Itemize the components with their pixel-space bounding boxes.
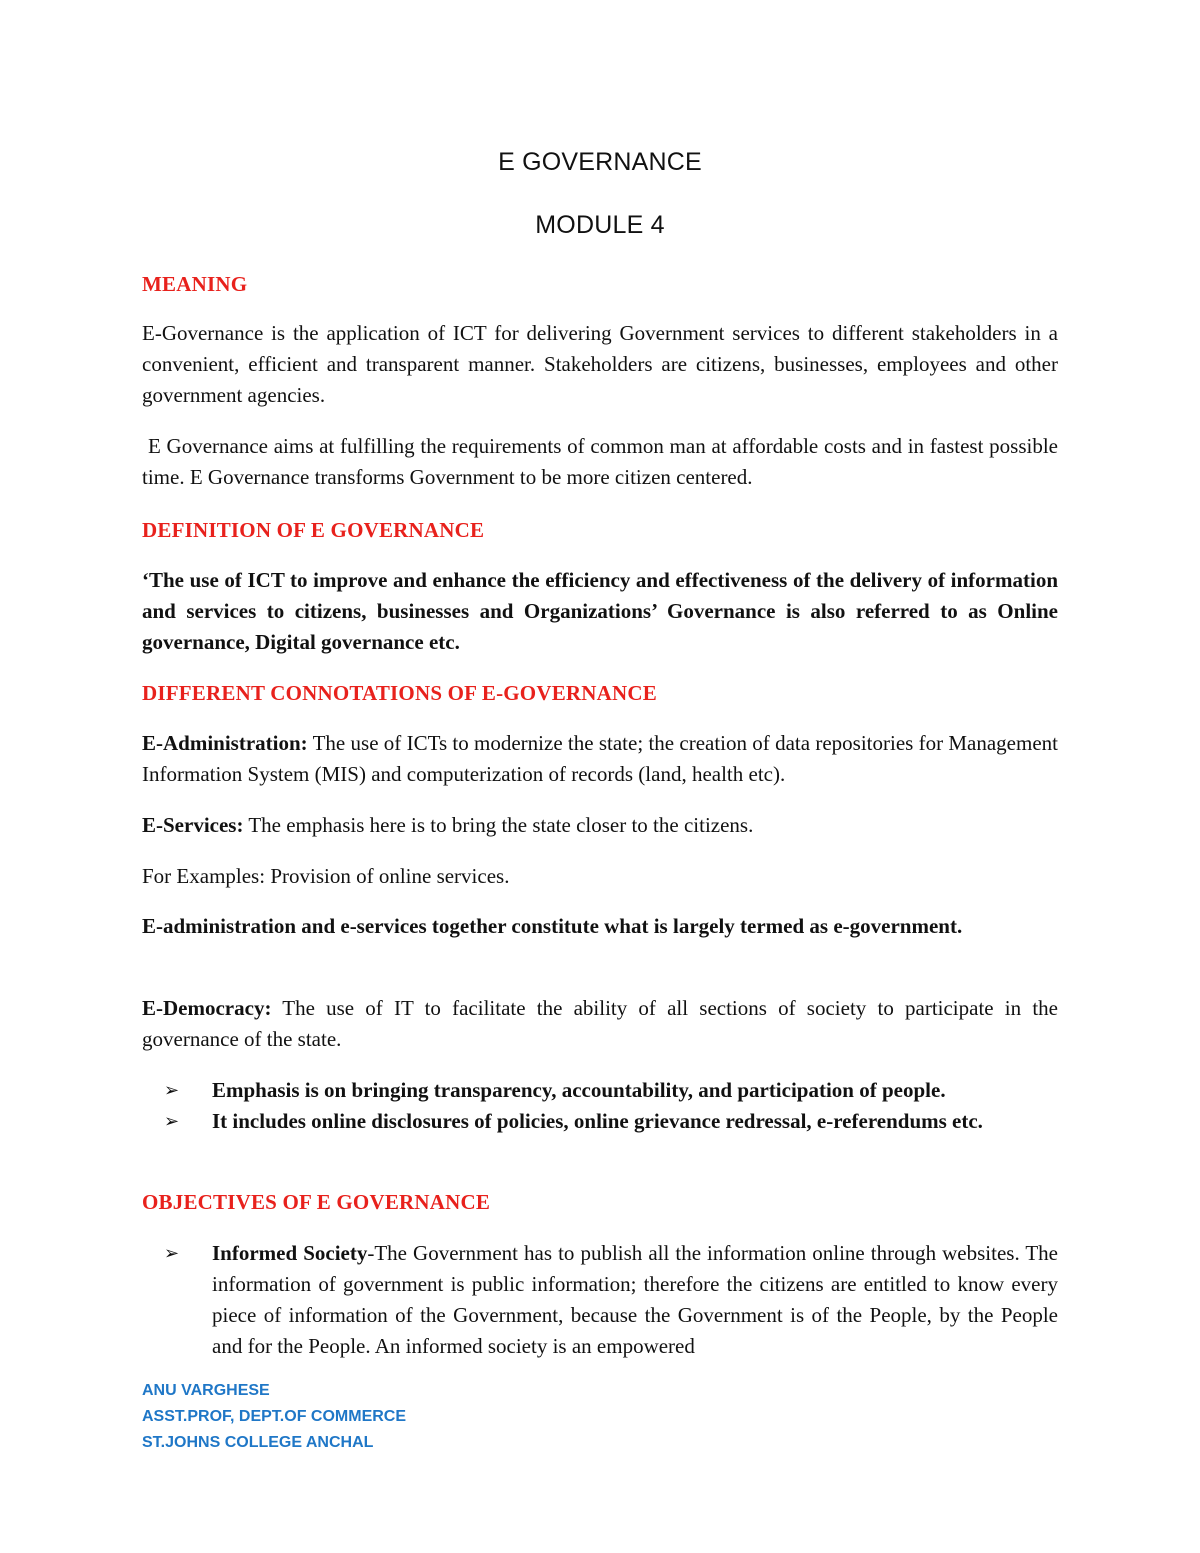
bullet-item [142, 1106, 1058, 1137]
informed-society-text [212, 1238, 1058, 1362]
footer-position: ASST.PROF, DEPT.OF COMMERCE [142, 1408, 407, 1425]
footer-name: ANU VARGHESE [142, 1382, 270, 1399]
objectives-heading: OBJECTIVES OF E GOVERNANCE [142, 1190, 491, 1214]
e-services-label: E-Services: [142, 813, 244, 837]
arrow-bullet-icon: ➢ [164, 1080, 180, 1101]
e-democracy-text: The use of IT to facilitate the ability of all sections of society to participate in the governance of the state. [142, 996, 1058, 1051]
e-administration-label: E-Administration: [142, 731, 308, 755]
examples-paragraph: For Examples: Provision of online services. [142, 864, 510, 888]
e-administration-paragraph [142, 728, 1058, 790]
bullet-text: It includes online disclosures of policies, online grievance redressal, e-referendums etc. [212, 1109, 983, 1133]
e-services-text: The emphasis here is to bring the state closer to the citizens. [243, 813, 754, 837]
meaning-paragraph-2: E Governance aims at fulfilling the requirements of common man at affordable costs and in fastest possible time. E Governance transforms Government to be more citizen centered. [142, 434, 1058, 489]
bullet-text: Emphasis is on bringing transparency, accountability, and participation of people. [212, 1078, 946, 1102]
informed-society-label: Informed Society [212, 1241, 368, 1265]
footer-author [142, 1378, 406, 1456]
e-administration-text: The use of ICTs to modernize the state; the creation of data repositories for Management Information System (MIS) and computerization of records (land, health etc). [142, 731, 1058, 786]
definition-heading: DEFINITION OF E GOVERNANCE [142, 518, 485, 542]
e-democracy-label: E-Democracy: [142, 996, 272, 1020]
meaning-heading: MEANING [142, 272, 248, 296]
e-government-paragraph: E-administration and e-services together constitute what is largely termed as e-government. [142, 914, 963, 938]
footer-college: ST.JOHNS COLLEGE ANCHAL [142, 1434, 374, 1451]
arrow-bullet-icon: ➢ [164, 1243, 180, 1264]
arrow-bullet-icon: ➢ [164, 1111, 180, 1132]
informed-society-body: -The Government has to publish all the information online through websites. The information of government is public information; therefore the citizens are entitled to know every piece of information of the Government, because the Government is of the People, by the People and for the People. An informed society is an empowered [212, 1241, 1059, 1358]
bullet-item [142, 1075, 1058, 1106]
module-title: MODULE 4 [535, 211, 665, 239]
e-services-paragraph [142, 810, 1058, 841]
document-title: E GOVERNANCE [498, 148, 702, 176]
meaning-paragraph-1: E-Governance is the application of ICT for delivering Government services to different stakeholders in a convenient, efficient and transparent manner. Stakeholders are citizens, businesses, employees and other government agencies. [142, 321, 1058, 407]
e-democracy-paragraph [142, 993, 1058, 1055]
connotations-heading: DIFFERENT CONNOTATIONS OF E-GOVERNANCE [142, 681, 657, 705]
definition-text: ‘The use of ICT to improve and enhance the efficiency and effectiveness of the delivery of information and services to citizens, businesses and Organizations’ Governance is also referred to as Online governance, Digital governance etc. [142, 568, 1058, 654]
bullet-item [142, 1238, 1058, 1362]
